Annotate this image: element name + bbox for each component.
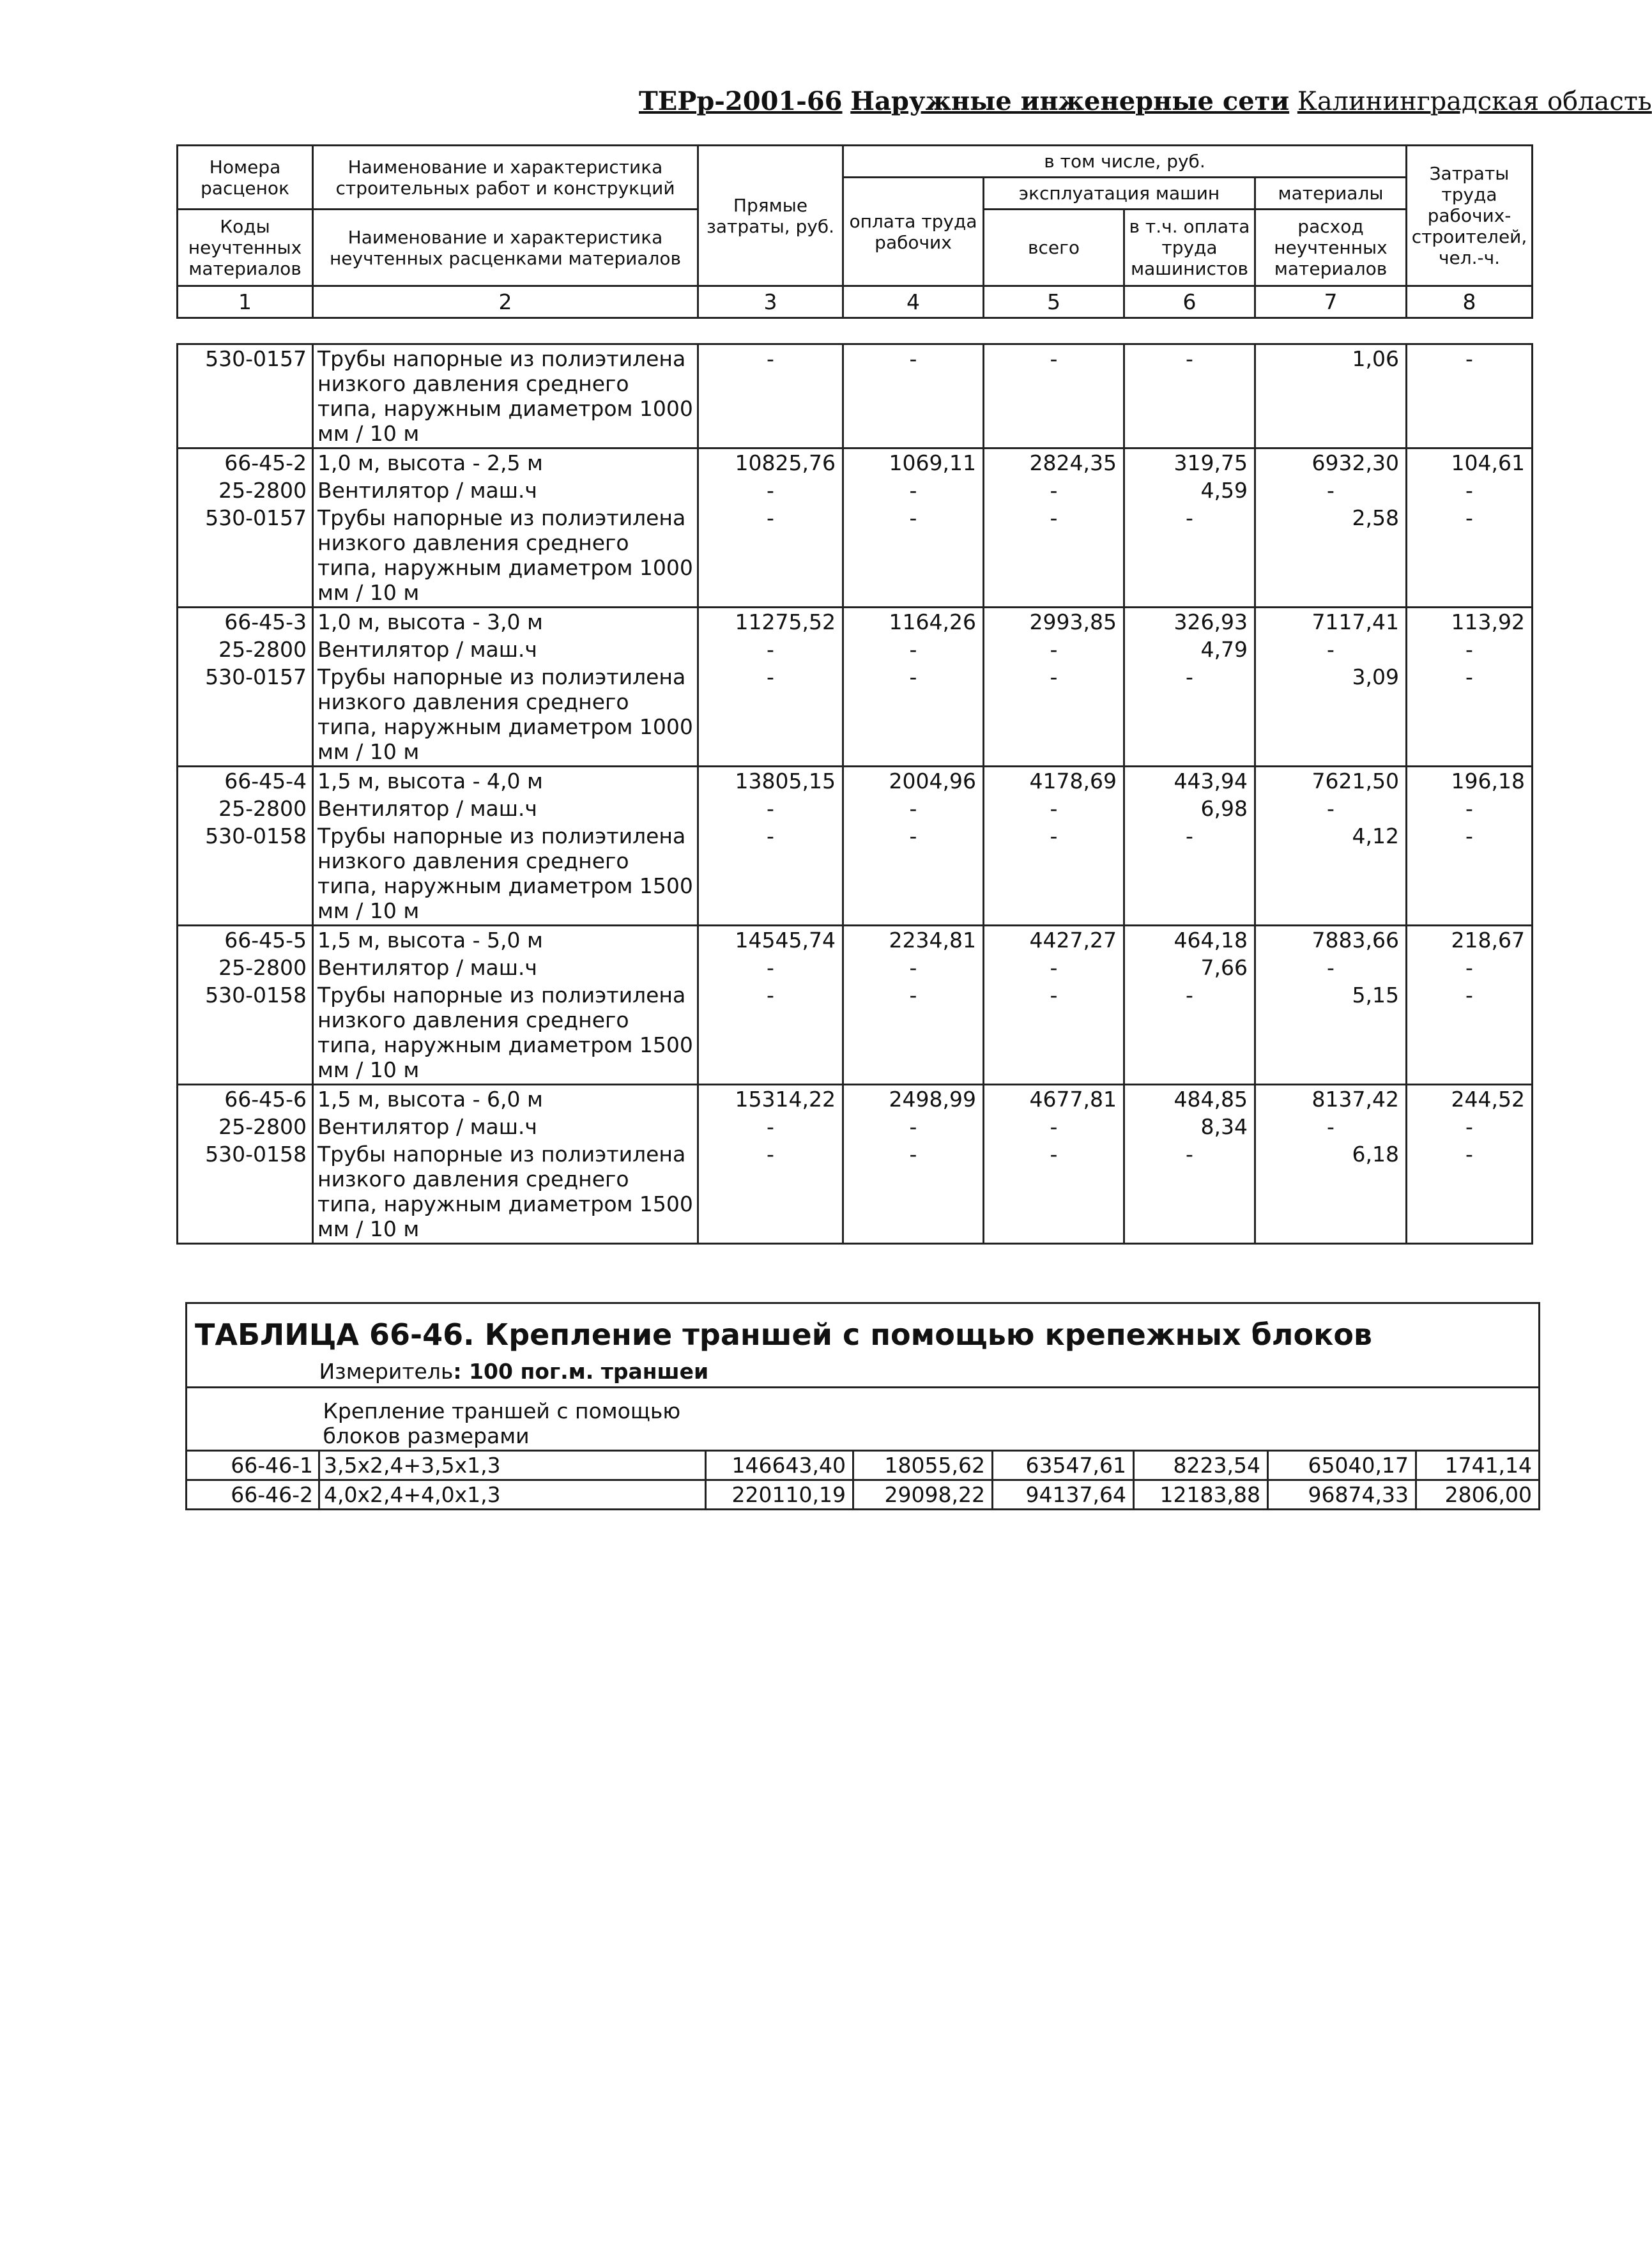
machines-total: - [984,1140,1124,1244]
rate-code: 66-46-1 [187,1451,319,1480]
labor-costs: - [1407,954,1533,981]
document-code: ТЕРр-2001-66 [639,86,843,116]
item-name: Трубы напорные из полиэтилена низкого давления среднего типа, наружным диаметром 1000 мм / 10 м [313,504,698,608]
material-use: 7621,50 [1255,767,1407,795]
table-row [178,448,1533,477]
col-including: в том числе, руб. [843,146,1407,178]
machines-total: 2824,35 [984,448,1124,477]
column-header-table [176,144,1533,319]
item-name: Вентилятор / маш.ч [313,477,698,504]
table-row [178,767,1533,795]
machinist-pay: - [1124,822,1255,926]
labor-costs: 113,92 [1407,608,1533,636]
labor-pay: 29098,22 [853,1480,993,1510]
item-name: Трубы напорные из полиэтилена низкого давления среднего типа, наружным диаметром 1500 мм / 10 м [313,1140,698,1244]
col-labor-pay: оплата труда рабочих [843,178,984,286]
direct-costs: 146643,40 [706,1451,853,1480]
table-title-cell [187,1303,1540,1360]
labor-costs: 104,61 [1407,448,1533,477]
direct-costs: - [698,636,843,663]
labor-pay: - [843,663,984,767]
col-labor-costs: Затраты труда рабочих-строителей, чел.-ч. [1407,146,1533,286]
machinist-pay: 12183,88 [1134,1480,1268,1510]
labor-pay: 2234,81 [843,926,984,954]
col-direct-costs: Прямые затраты, руб. [698,146,843,286]
rate-code: 66-45-2 [178,448,313,477]
labor-pay: 2498,99 [843,1085,984,1114]
col-machines-total: всего [984,210,1124,286]
item-name: Вентилятор / маш.ч [313,795,698,822]
machines-total: - [984,1113,1124,1140]
rate-code: 25-2800 [178,477,313,504]
meter-cell [319,1359,1540,1388]
direct-costs: - [698,1113,843,1140]
machinist-pay: 4,59 [1124,477,1255,504]
col-number: 5 [984,286,1124,318]
item-name: 1,5 м, высота - 5,0 м [313,926,698,954]
material-use: 5,15 [1255,981,1407,1085]
col-rate-numbers: Номера расценок [178,146,313,210]
labor-pay: - [843,477,984,504]
table-row [178,981,1533,1085]
machinist-pay: 8,34 [1124,1113,1255,1140]
table-row [178,1140,1533,1244]
direct-costs: - [698,822,843,926]
labor-costs: 1741,14 [1416,1451,1540,1480]
machines-total: - [984,344,1124,448]
table-row [178,636,1533,663]
labor-pay: - [843,1140,984,1244]
material-use: 8137,42 [1255,1085,1407,1114]
page-header [639,86,1652,116]
labor-costs: - [1407,504,1533,608]
table-row [178,663,1533,767]
item-name: 1,0 м, высота - 2,5 м [313,448,698,477]
machinist-pay: - [1124,663,1255,767]
item-name: Вентилятор / маш.ч [313,954,698,981]
rate-code: 530-0158 [178,1140,313,1244]
material-use: 7883,66 [1255,926,1407,954]
direct-costs: 14545,74 [698,926,843,954]
rate-code: 530-0157 [178,663,313,767]
labor-costs: 244,52 [1407,1085,1533,1114]
material-use: - [1255,1113,1407,1140]
direct-costs: - [698,344,843,448]
item-name: 1,5 м, высота - 6,0 м [313,1085,698,1114]
labor-pay: - [843,822,984,926]
labor-pay: 1069,11 [843,448,984,477]
machinist-pay: 484,85 [1124,1085,1255,1114]
rate-code: 25-2800 [178,636,313,663]
rate-code: 66-45-5 [178,926,313,954]
labor-pay: - [843,795,984,822]
col-material-codes: Коды неучтенных материалов [178,210,313,286]
machines-total: 2993,85 [984,608,1124,636]
direct-costs: 15314,22 [698,1085,843,1114]
material-use: 4,12 [1255,822,1407,926]
col-number: 1 [178,286,313,318]
direct-costs: - [698,504,843,608]
direct-costs: 11275,52 [698,608,843,636]
machines-total: 4427,27 [984,926,1124,954]
labor-costs: - [1407,344,1533,448]
table-row [178,1113,1533,1140]
meter-label: Измеритель [319,1359,454,1384]
machinist-pay: 443,94 [1124,767,1255,795]
labor-costs: - [1407,636,1533,663]
labor-pay: - [843,981,984,1085]
table-row [178,954,1533,981]
direct-costs: 10825,76 [698,448,843,477]
direct-costs: - [698,477,843,504]
rate-code: 530-0157 [178,344,313,448]
labor-costs: 218,67 [1407,926,1533,954]
machines-total: - [984,636,1124,663]
machines-total: - [984,954,1124,981]
table-row [187,1480,1540,1510]
item-name: Трубы напорные из полиэтилена низкого давления среднего типа, наружным диаметром 1000 мм / 10 м [313,344,698,448]
labor-costs: - [1407,1113,1533,1140]
direct-costs: - [698,795,843,822]
machines-total: - [984,477,1124,504]
table-66-46 [185,1302,1540,1510]
material-use: 6,18 [1255,1140,1407,1244]
direct-costs: 220110,19 [706,1480,853,1510]
item-name: 1,0 м, высота - 3,0 м [313,608,698,636]
meter-value: : 100 пог.м. траншеи [453,1359,709,1384]
item-name: Вентилятор / маш.ч [313,636,698,663]
col-material-use: расход неучтенных материалов [1255,210,1407,286]
table-subtitle: Крепление траншей с помощью блоков размерами [319,1388,1540,1451]
labor-costs: - [1407,981,1533,1085]
machines-total: 94137,64 [993,1480,1134,1510]
direct-costs: - [698,1140,843,1244]
table-row [178,477,1533,504]
material-use: - [1255,636,1407,663]
direct-costs: - [698,954,843,981]
table-row [178,1085,1533,1114]
rate-code: 25-2800 [178,1113,313,1140]
machines-total: - [984,795,1124,822]
rates-table [176,343,1533,1245]
col-work-name: Наименование и характеристика строительных работ и конструкций [313,146,698,210]
rate-code: 66-45-6 [178,1085,313,1114]
col-number: 2 [313,286,698,318]
rate-code: 25-2800 [178,795,313,822]
material-use: 6932,30 [1255,448,1407,477]
col-number: 7 [1255,286,1407,318]
material-use: 7117,41 [1255,608,1407,636]
labor-costs: - [1407,663,1533,767]
machines-total: 63547,61 [993,1451,1134,1480]
machinist-pay: - [1124,504,1255,608]
labor-costs: - [1407,795,1533,822]
machinist-pay: 4,79 [1124,636,1255,663]
machines-total: 4178,69 [984,767,1124,795]
direct-costs: - [698,663,843,767]
machinist-pay: - [1124,1140,1255,1244]
material-use: - [1255,795,1407,822]
machines-total: 4677,81 [984,1085,1124,1114]
labor-pay: 2004,96 [843,767,984,795]
item-name: Трубы напорные из полиэтилена низкого давления среднего типа, наружным диаметром 1500 мм / 10 м [313,822,698,926]
col-material-name: Наименование и характеристика неучтенных расценками материалов [313,210,698,286]
col-number: 3 [698,286,843,318]
labor-costs: - [1407,477,1533,504]
machines-total: - [984,981,1124,1085]
material-use: 65040,17 [1268,1451,1416,1480]
material-use: 96874,33 [1268,1480,1416,1510]
labor-pay: - [843,636,984,663]
rate-code: 530-0158 [178,981,313,1085]
table-row [178,795,1533,822]
table-row [178,926,1533,954]
table-row [178,608,1533,636]
machinist-pay: 319,75 [1124,448,1255,477]
table-row [178,822,1533,926]
item-name: 3,5х2,4+3,5х1,3 [319,1451,706,1480]
machines-total: - [984,504,1124,608]
direct-costs: - [698,981,843,1085]
rate-code: 530-0157 [178,504,313,608]
item-name: 1,5 м, высота - 4,0 м [313,767,698,795]
table-row [178,344,1533,448]
machinist-pay: 6,98 [1124,795,1255,822]
machinist-pay: 8223,54 [1134,1451,1268,1480]
labor-pay: - [843,1113,984,1140]
rate-code: 66-45-3 [178,608,313,636]
table-title: ТАБЛИЦА 66-46. Крепление траншей с помощью крепежных блоков [195,1317,1373,1352]
rate-code: 25-2800 [178,954,313,981]
item-name: Трубы напорные из полиэтилена низкого давления среднего типа, наружным диаметром 1500 мм / 10 м [313,981,698,1085]
material-use: - [1255,477,1407,504]
labor-costs: 196,18 [1407,767,1533,795]
col-number: 6 [1124,286,1255,318]
labor-costs: - [1407,822,1533,926]
machinist-pay: 326,93 [1124,608,1255,636]
table-row [178,504,1533,608]
labor-pay: - [843,504,984,608]
col-materials: материалы [1255,178,1407,210]
machinist-pay: - [1124,344,1255,448]
rate-code: 66-45-4 [178,767,313,795]
rate-code: 530-0158 [178,822,313,926]
direct-costs: 13805,15 [698,767,843,795]
material-use: 3,09 [1255,663,1407,767]
item-name: Вентилятор / маш.ч [313,1113,698,1140]
material-use: 2,58 [1255,504,1407,608]
labor-pay: - [843,954,984,981]
table-row [187,1451,1540,1480]
machinist-pay: 7,66 [1124,954,1255,981]
labor-pay: 1164,26 [843,608,984,636]
material-use: 1,06 [1255,344,1407,448]
document-title: Наружные инженерные сети [850,86,1290,116]
machines-total: - [984,663,1124,767]
document-region: Калининградская область [1297,87,1652,116]
labor-costs: - [1407,1140,1533,1244]
col-machines: эксплуатация машин [984,178,1255,210]
item-name: Трубы напорные из полиэтилена низкого давления среднего типа, наружным диаметром 1000 мм / 10 м [313,663,698,767]
material-use: - [1255,954,1407,981]
machines-total: - [984,822,1124,926]
rate-code: 66-46-2 [187,1480,319,1510]
item-name: 4,0х2,4+4,0х1,3 [319,1480,706,1510]
labor-pay: 18055,62 [853,1451,993,1480]
machinist-pay: - [1124,981,1255,1085]
machinist-pay: 464,18 [1124,926,1255,954]
labor-pay: - [843,344,984,448]
col-number: 8 [1407,286,1533,318]
col-number: 4 [843,286,984,318]
labor-costs: 2806,00 [1416,1480,1540,1510]
col-machinist-pay: в т.ч. оплата труда машинистов [1124,210,1255,286]
